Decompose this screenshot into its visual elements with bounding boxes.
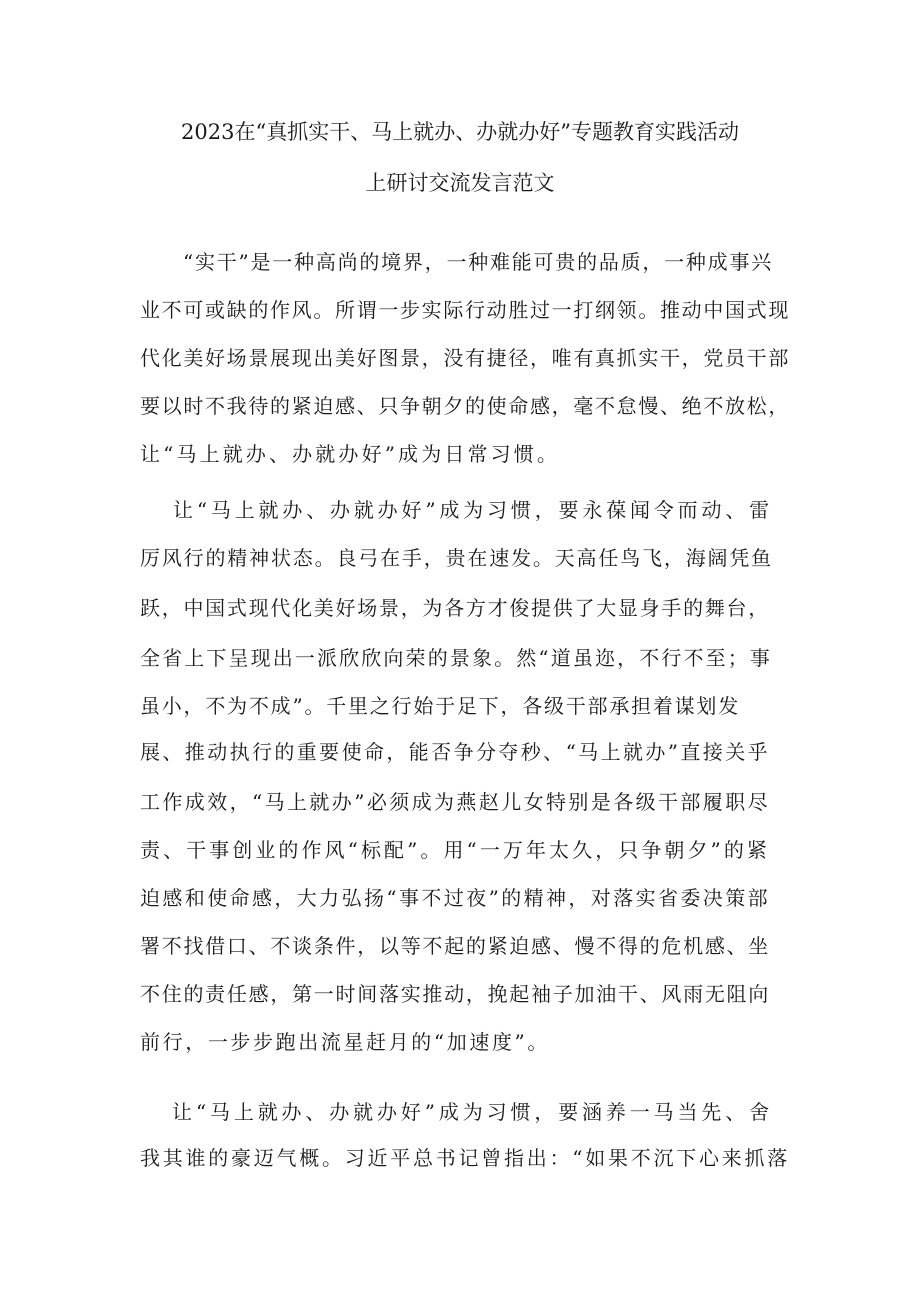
paragraph-2-line-6: 展、推动执行的重要使命，能否争分夺秒、“马上就办”直接关乎 (140, 740, 770, 764)
paragraph-2-line-8: 责、干事创业的作风“标配”。用“一万年太久，只争朝夕”的紧 (140, 838, 770, 862)
paragraph-2-line-4: 全省上下呈现出一派欣欣向荣的景象。然“道虽迩，不行不至；事 (140, 646, 772, 670)
paragraph-2-line-2: 厉风行的精神状态。良弓在手，贵在速发。天高任鸟飞，海阔凭鱼 (140, 546, 773, 570)
paragraph-3-line-1: 让“马上就办、办就办好”成为习惯，要涵养一马当先、舍 (172, 1100, 773, 1124)
paragraph-1-line-5: 让“马上就办、办就办好”成为日常习惯。 (140, 442, 560, 466)
paragraph-2-line-9: 迫感和使命感，大力弘扬“事不过夜”的精神，对落实省委决策部 (140, 886, 770, 910)
document-title-line-2: 上研讨交流发言范文 (365, 171, 555, 195)
paragraph-2-line-10: 署不找借口、不谈条件，以等不起的紧迫感、慢不得的危机感、坐 (140, 934, 770, 958)
document-title-line-1: 2023在“真抓实干、马上就办、办就办好”专题教育实践活动 (181, 120, 739, 144)
paragraph-2-line-3: 跃，中国式现代化美好场景，为各方才俊提供了大显身手的舞台， (140, 596, 770, 620)
paragraph-3-line-2: 我其谁的豪迈气概。习近平总书记曾指出：“如果不沉下心来抓落 (140, 1146, 790, 1170)
paragraph-2-line-12: 前行，一步步跑出流星赶月的“加速度”。 (140, 1030, 550, 1054)
paragraph-1-line-1: “实干”是一种高尚的境界，一种难能可贵的品质，一种成事兴 (183, 250, 773, 274)
paragraph-1-line-2: 业不可或缺的作风。所谓一步实际行动胜过一打纲领。推动中国式现 (140, 298, 790, 322)
paragraph-1-line-3: 代化美好场景展现出美好图景，没有捷径，唯有真抓实干，党员干部 (140, 346, 790, 370)
paragraph-1-line-4: 要以时不我待的紧迫感、只争朝夕的使命感，毫不怠慢、绝不放松， (140, 394, 790, 418)
paragraph-2-line-7: 工作成效，“马上就办”必须成为燕赵儿女特别是各级干部履职尽 (140, 790, 770, 814)
paragraph-2-line-1: 让“马上就办、办就办好”成为习惯，要永葆闻令而动、雷 (173, 498, 773, 522)
paragraph-2-line-5: 虽小，不为不成”。千里之行始于足下，各级干部承担着谋划发 (140, 694, 740, 718)
paragraph-2-line-11: 不住的责任感，第一时间落实推动，挽起袖子加油干、风雨无阻向 (140, 982, 770, 1006)
